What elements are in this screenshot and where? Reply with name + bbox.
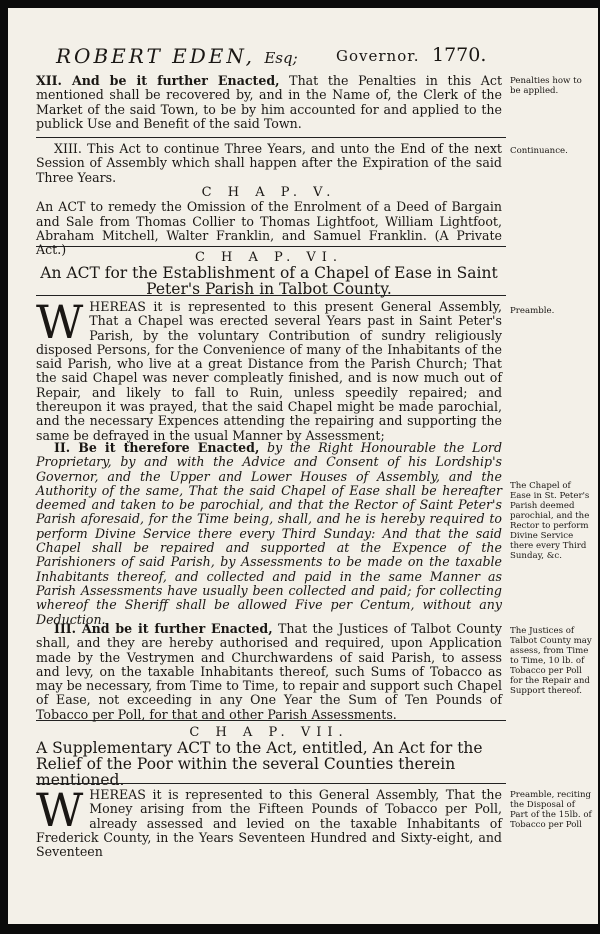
chapter-6-preamble: WHEREAS it is represented to this present General Assembly, That a Chapel was erected several Years past in Saint Peter's Parish, by the voluntary Contribution of sundry religiously disposed Persons, for the Convenience of many of the Inhabitants of the said Parish, who live at a great Distance from the Parish Church; That the said Chapel was never compleatly finished, and is now much out of Repair, and likely to fall to Ruin, unless speedily repaired; and thereupon it was prayed, that the said Chapel might be made parochial, and the necessary Expences attending the repairing and supporting the same be defrayed in the usual Manner by Assessment;: [36, 295, 502, 443]
margin-note-chapter-7: Preamble, reciting the Disposal of Part of the 15lb. of Tobacco per Poll: [510, 790, 592, 830]
section-13: XIII. This Act to continue Three Years, and unto the End of the next Session of Assembly which shall happen after the Expiration of the said Three Years.: [36, 141, 502, 185]
margin-note-continuance: Continuance.: [510, 146, 568, 156]
chapter-6-section-3: III. And be it further Enacted, That the Justices of Talbot County shall, and they are hereby authorised and required, upon Application made by the Vestrymen and Churchwardens of said Parish, to assess and levy, on the taxable Inhabitants thereof, such Sums of Tobacco as may be necessary, from Time to Time, to repair and support such Chapel of Ease, not exceeding in any One Year the Sum of Ten Pounds of Tobacco per Poll, for that and other Parish Assessments.: [36, 621, 502, 722]
divider: [36, 137, 506, 138]
chapter-5-heading: C H A P. V.: [201, 185, 337, 200]
divider: [36, 295, 506, 296]
divider: [36, 720, 506, 721]
divider: [36, 246, 506, 247]
chapter-5-text: An ACT to remedy the Omission of the Enrolment of a Deed of Bargain and Sale from Thomas Collier to Thomas Lightfoot, William Lightfoot, Abraham Mitchell, Walter Franklin, and Samuel Franklin. (A Private Act.): [36, 199, 502, 258]
chapter-6-title: An ACT for the Establishment of a Chapel of Ease in Saint Peter's Parish in Talbot County.: [40, 264, 498, 299]
margin-note-preamble: Preamble.: [510, 306, 555, 316]
drop-cap: W: [36, 783, 84, 837]
chapter-6-heading-block: [36, 251, 502, 297]
running-title: ROBERT EDEN, Esq;: [56, 44, 298, 68]
section-12: XII. And be it further Enacted, That the Penalties in this Act mentioned shall be recovered by, and in the Name of, the Clerk of the Market of the said Town, to be by him accounted for and applied to the publick Use and Benefit of the said Town.: [36, 73, 503, 131]
chapter-7-heading: C H A P. VII.: [189, 725, 349, 740]
chapter-6-section-2: II. Be it therefore Enacted, by the Right Honourable the Lord Proprietary, by and with the Advice and Consent of his Lordship's Governor, and the Upper and Lower Houses of Assembly, and the Authority of the same, That the said Chapel of Ease shall be hereafter deemed and taken to be parochial, and that the Rector of Saint Peter's Parish aforesaid, for the Time being, shall, and he is hereby required to perform Divine Service there every Third Sunday: And that the said Chapel shall be repaired and supported at the Expence of the Parishioners of said Parish, by Assessments to be made on the taxable Inhabitants thereof, and collected and paid in the same Manner as Parish Assessments have usually been collected and paid; for collecting whereof the Sheriff shall be allowed Five per Centum, without any Deduction.: [36, 440, 503, 627]
governor-label: Governor.: [336, 47, 420, 65]
margin-note-chapel: The Chapel of Ease in St. Peter's Parish deemed parochial, and the Rector to perform Divine Service there every Third Sunday, &c.: [510, 481, 590, 561]
divider: [36, 783, 506, 784]
chapter-7-heading-block: [36, 726, 502, 788]
document-page: [8, 8, 598, 924]
chapter-7-title: A Supplementary ACT to the Act, entitled, An Act for the Relief of the Poor within the several Counties therein mentioned.: [36, 739, 483, 790]
year-label: 1770.: [432, 44, 487, 66]
margin-note-penalties: Penalties how to be applied.: [510, 76, 582, 96]
page-header: [8, 44, 598, 74]
margin-note-justices: The Justices of Talbot County may assess, from Time to Time, 10 lb. of Tobacco per Poll for the Repair and Support thereof.: [510, 626, 592, 696]
chapter-6-heading: C H A P. VI.: [194, 250, 344, 265]
chapter-7-preamble: WHEREAS it is represented to this General Assembly, That the Money arising from the Fifteen Pounds of Tobacco per Poll, already assessed and levied on the taxable Inhabitants of Frederick County, in the Years Seventeen Hundred and Sixty-eight, and Seventeen: [36, 783, 502, 860]
drop-cap: W: [36, 295, 84, 349]
